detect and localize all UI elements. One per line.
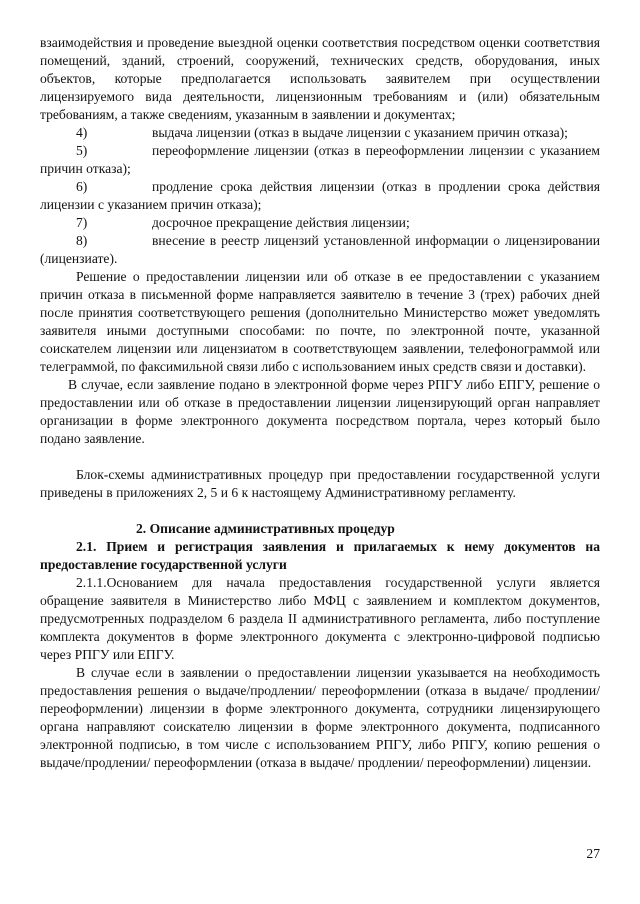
spacer [40,448,600,466]
paragraph-decision: Решение о предоставлении лицензии или об отказе в ее предоставлении с указанием причин отказа в письменной форме направляется заявителю в течение 3 (трех) рабочих дней после принятия соответствующего решения (дополнительно Министерство может уведомлять заявителя иными доступными способами: по почте, по электронной почте, указанной соискателем лицензии или лицензиатом в соответствующем заявлении, телефонограммой или телеграммой, по факсимильной связи либо с использованием иных средств связи и доставки). [40,269,600,374]
list-item-text: досрочное прекращение действия лицензии; [152,215,410,230]
paragraph-intro: взаимодействия и проведение выездной оценки соответствия посредством оценки соответствия помещений, зданий, строений, сооружений, технических средств, оборудования, иных объектов, которые предполагается использовать заявителем при осуществлении лицензируемого вида деятельности, лицензионным требованиям и (или) обязательным требованиям, а также сведениям, указанным в заявлении и документах; [40,35,600,122]
paragraph-electronic: В случае, если заявление подано в электронной форме через РПГУ либо ЕПГУ, решение о предоставлении или об отказе в предоставлении лицензии лицензирующий орган направляет организации в форме электронного документа посредством портала, через который было подано заявление. [40,377,600,446]
page-number: 27 [586,846,600,861]
list-item-number: 6) [76,179,88,194]
list-item-text: переоформление лицензии (отказ в переоформлении лицензии с указанием причин отказа); [40,143,600,176]
list-item [40,214,600,232]
paragraph-block-schemes: Блок-схемы административных процедур при предоставлении государственной услуги приведены в приложениях 2, 5 и 6 к настоящему Административному регламенту. [40,467,600,500]
list-item [40,178,600,214]
list-item-number: 4) [76,125,88,140]
list-item-number: 5) [76,143,88,158]
subsection-heading: 2.1. Прием и регистрация заявления и прилагаемых к нему документов на предоставление государственной услуги [40,539,600,572]
list-item [40,124,600,142]
list-item-text: продление срока действия лицензии (отказ в продлении срока действия лицензии с указанием причин отказа); [40,179,600,212]
list-item-text: внесение в реестр лицензий установленной информации о лицензировании (лицензиате). [40,233,600,266]
list-item-number: 7) [76,215,88,230]
section-heading: 2. Описание административных процедур [136,521,395,536]
paragraph-2-1-1: 2.1.1.Основанием для начала предоставления государственной услуги является обращение заявителя в Министерство либо МФЦ с заявлением и комплектом документов, предусмотренных подразделом 6 раздела II административного регламента, либо поступление комплекта документов в форме электронного документа с электронно-цифровой подписью через РПГУ или ЕПГУ. [40,575,600,662]
list-item [40,232,600,268]
list-item [40,142,600,178]
list-item-text: выдача лицензии (отказ в выдаче лицензии с указанием причин отказа); [152,125,568,140]
paragraph-electronic-request: В случае если в заявлении о предоставлении лицензии указывается на необходимость предоставления решения о выдаче/продлении/ переоформлении (отказа в выдаче/ продлении/ переоформлении) лицензии в форме электронного документа, сотрудники лицензирующего органа направляют соискателю лицензии в форме электронного документа, подписанного электронной подписью, в том числе с использованием РПГУ, либо РПГУ, копию решения о выдаче/продлении/ переоформлении (отказа в выдаче/ продлении/ переоформлении) лицензии. [40,665,600,770]
spacer [40,502,600,520]
list-item-number: 8) [76,233,88,248]
document-page [40,34,600,772]
